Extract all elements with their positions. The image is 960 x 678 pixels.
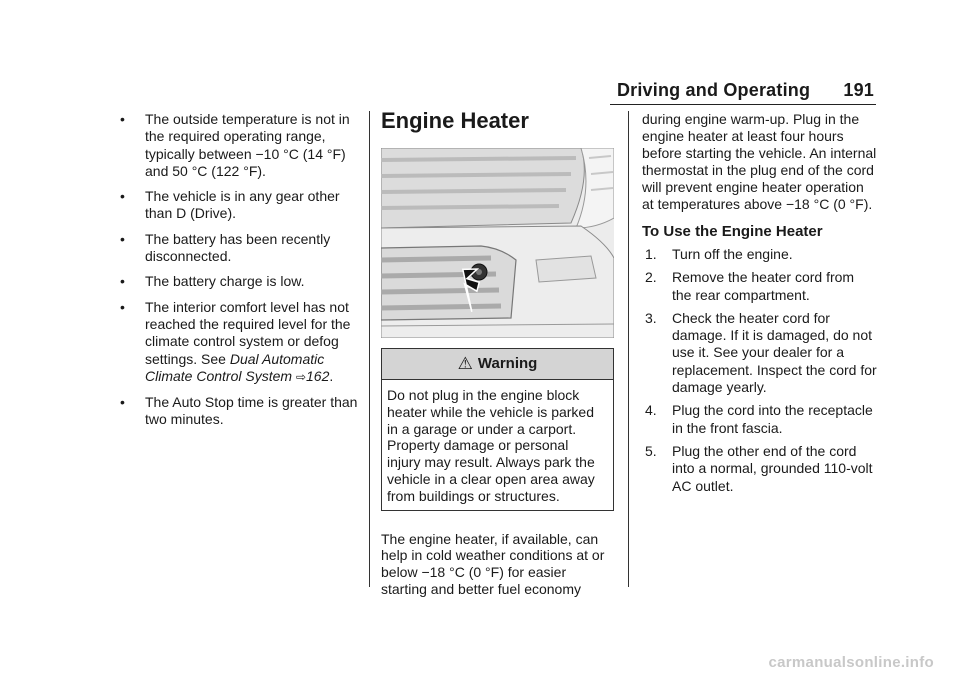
warning-label: Warning [477,355,538,373]
list-item [118,188,358,223]
warning-triangle-icon: ⚠ [457,354,473,374]
list-item-text: The vehicle is in any gear other than D (Drive). [145,188,340,222]
step-item [642,443,877,495]
header-rule [610,104,876,105]
bullet: • [120,298,125,315]
step-number: 5. [645,442,657,459]
list-item-text: The interior comfort level has not reached the required level for the climate control system or defog settings. See [145,298,351,367]
step-text: Plug the cord into the receptacle in the front fascia. [672,402,873,436]
list-item [118,231,358,266]
step-text: Plug the other end of the cord into a normal, grounded 110-volt AC outlet. [672,442,873,494]
step-text: Remove the heater cord from the rear compartment. [672,269,855,303]
subheading: To Use the Engine Heater [642,223,823,240]
warning-text: Do not plug in the engine block heater while the vehicle is parked in a garage or under a carport. Property damage or personal injury may result. Always park the vehicle in a clear open area away from buildings or structures. [387,387,595,504]
step-item [642,402,877,437]
section-title: Driving and Operating [616,80,811,100]
section-heading: Engine Heater [381,108,529,133]
bullet: • [120,188,125,205]
list-item-text: The battery has been recently disconnected. [145,230,331,265]
steps-list [642,246,877,495]
list-item-text: The outside temperature is not in the required operating range, typically between −10 °C (14 °F) and 50 °C (122 °F). [145,111,350,179]
body-paragraph: The engine heater, if available, can help in cold weather conditions at or below −18 °C (0 °F) for easier starting and better fuel economy [381,530,605,597]
bullet: • [120,273,125,290]
list-item [118,273,358,290]
cross-reference-link[interactable]: Dual Automatic Climate Control System [145,350,325,384]
step-number: 4. [645,402,657,419]
step-number: 1. [645,246,657,262]
list-item [118,394,358,429]
condition-list [118,111,358,429]
list-item-text: The battery charge is low. [145,273,305,290]
list-item [118,299,358,386]
list-item [118,111,358,180]
engine-heater-illustration [381,148,614,338]
step-text: Turn off the engine. [672,246,793,262]
list-item-text: The Auto Stop time is greater than two minutes. [145,394,358,428]
step-number: 3. [645,309,657,326]
column-left [118,111,358,437]
cross-reference-page[interactable]: 162 [306,367,330,384]
warning-header [382,349,613,380]
column-divider-1 [369,111,370,587]
column-right [642,111,877,501]
step-number: 2. [645,269,657,286]
watermark: carmanualsonline.info [768,654,934,671]
step-text: Check the heater cord for damage. If it is damaged, do not use it. See your dealer for a replacement. Inspect the cord for damage yearly. [672,309,877,396]
step-item [642,246,877,263]
page-header [617,80,874,101]
step-item [642,310,877,396]
bullet: • [120,111,125,127]
bullet: • [120,230,125,247]
page-number: 191 [843,80,874,100]
body-paragraph-continued: during engine warm-up. Plug in the engine heater at least four hours before starting the vehicle. An internal thermostat in the plug end of the cord will prevent engine heater operation at temperatures above −18 °C (0 °F). [642,111,877,212]
column-middle [381,108,614,598]
front-fascia-drawing [381,148,614,338]
list-item-text: . [329,367,334,384]
column-divider-2 [628,111,629,587]
warning-box [381,348,614,511]
page-reference-arrow-icon: ⇨ [295,369,306,384]
step-item [642,269,877,304]
bullet: • [120,394,125,411]
